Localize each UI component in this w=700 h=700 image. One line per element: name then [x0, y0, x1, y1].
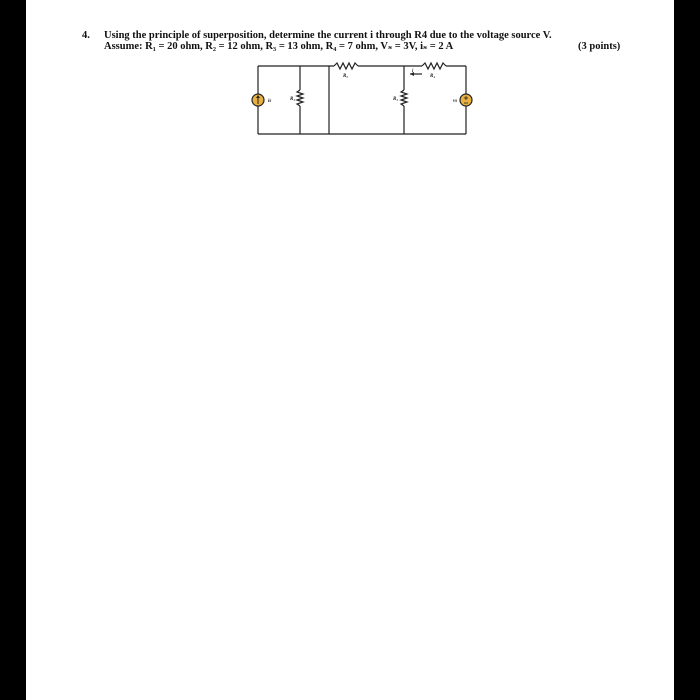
circuit-diagram — [244, 60, 474, 140]
problem-number: 4. — [82, 30, 90, 41]
circuit-svg — [244, 60, 474, 140]
problem-statement: Using the principle of superposition, determine the current i through R4 due to the voltage source V. — [104, 30, 552, 41]
resistor-r4-symbol — [422, 63, 446, 69]
problem-points: (3 points) — [578, 41, 621, 52]
label-r4: R₄ — [430, 74, 436, 79]
label-voltage-source: vs — [453, 99, 458, 104]
label-current-source: is — [268, 99, 272, 104]
label-r2: R₂ — [343, 74, 349, 79]
resistor-r3-symbol — [401, 90, 407, 106]
voltage-source-symbol — [460, 94, 472, 106]
document-page — [26, 0, 674, 700]
problem-statement-line — [82, 30, 552, 41]
label-current-i: i — [412, 69, 414, 74]
resistor-r2-symbol — [334, 63, 358, 69]
label-r1: R₁ — [290, 97, 296, 102]
resistor-r1-symbol — [297, 90, 303, 106]
label-r3: R₃ — [393, 97, 399, 102]
current-source-symbol — [252, 94, 264, 106]
problem-assumptions: Assume: R₁ = 20 ohm, R₂ = 12 ohm, R₃ = 13 ohm, R₄ = 7 ohm, Vₛ = 3V, iₛ = 2 A — [104, 41, 454, 52]
